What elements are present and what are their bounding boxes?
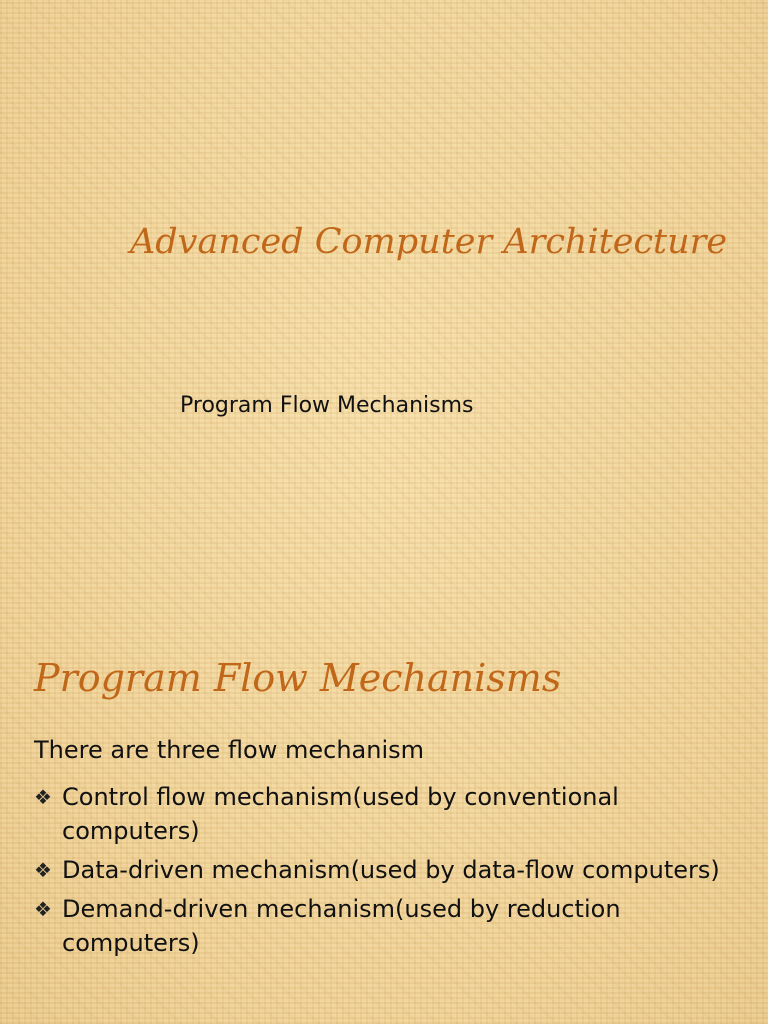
list-item [34, 892, 734, 960]
bullet-list [34, 780, 734, 965]
bullet-text: Data-driven mechanism(used by data-flow computers) [62, 856, 720, 884]
diamond-bullet-icon: ❖ [34, 897, 52, 921]
diamond-bullet-icon: ❖ [34, 858, 52, 882]
diamond-bullet-icon: ❖ [34, 785, 52, 809]
bullet-text: Demand-driven mechanism(used by reduction computers) [62, 895, 621, 957]
content-heading: Program Flow Mechanisms [34, 656, 562, 700]
bullet-text: Control flow mechanism(used by conventional computers) [62, 783, 619, 845]
content-slide [0, 600, 768, 1024]
intro-text: There are three flow mechanism [34, 736, 425, 764]
slide-subtitle: Program Flow Mechanisms [180, 393, 474, 418]
slide-title: Advanced Computer Architecture [130, 222, 728, 262]
list-item [34, 780, 734, 848]
list-item [34, 853, 734, 887]
